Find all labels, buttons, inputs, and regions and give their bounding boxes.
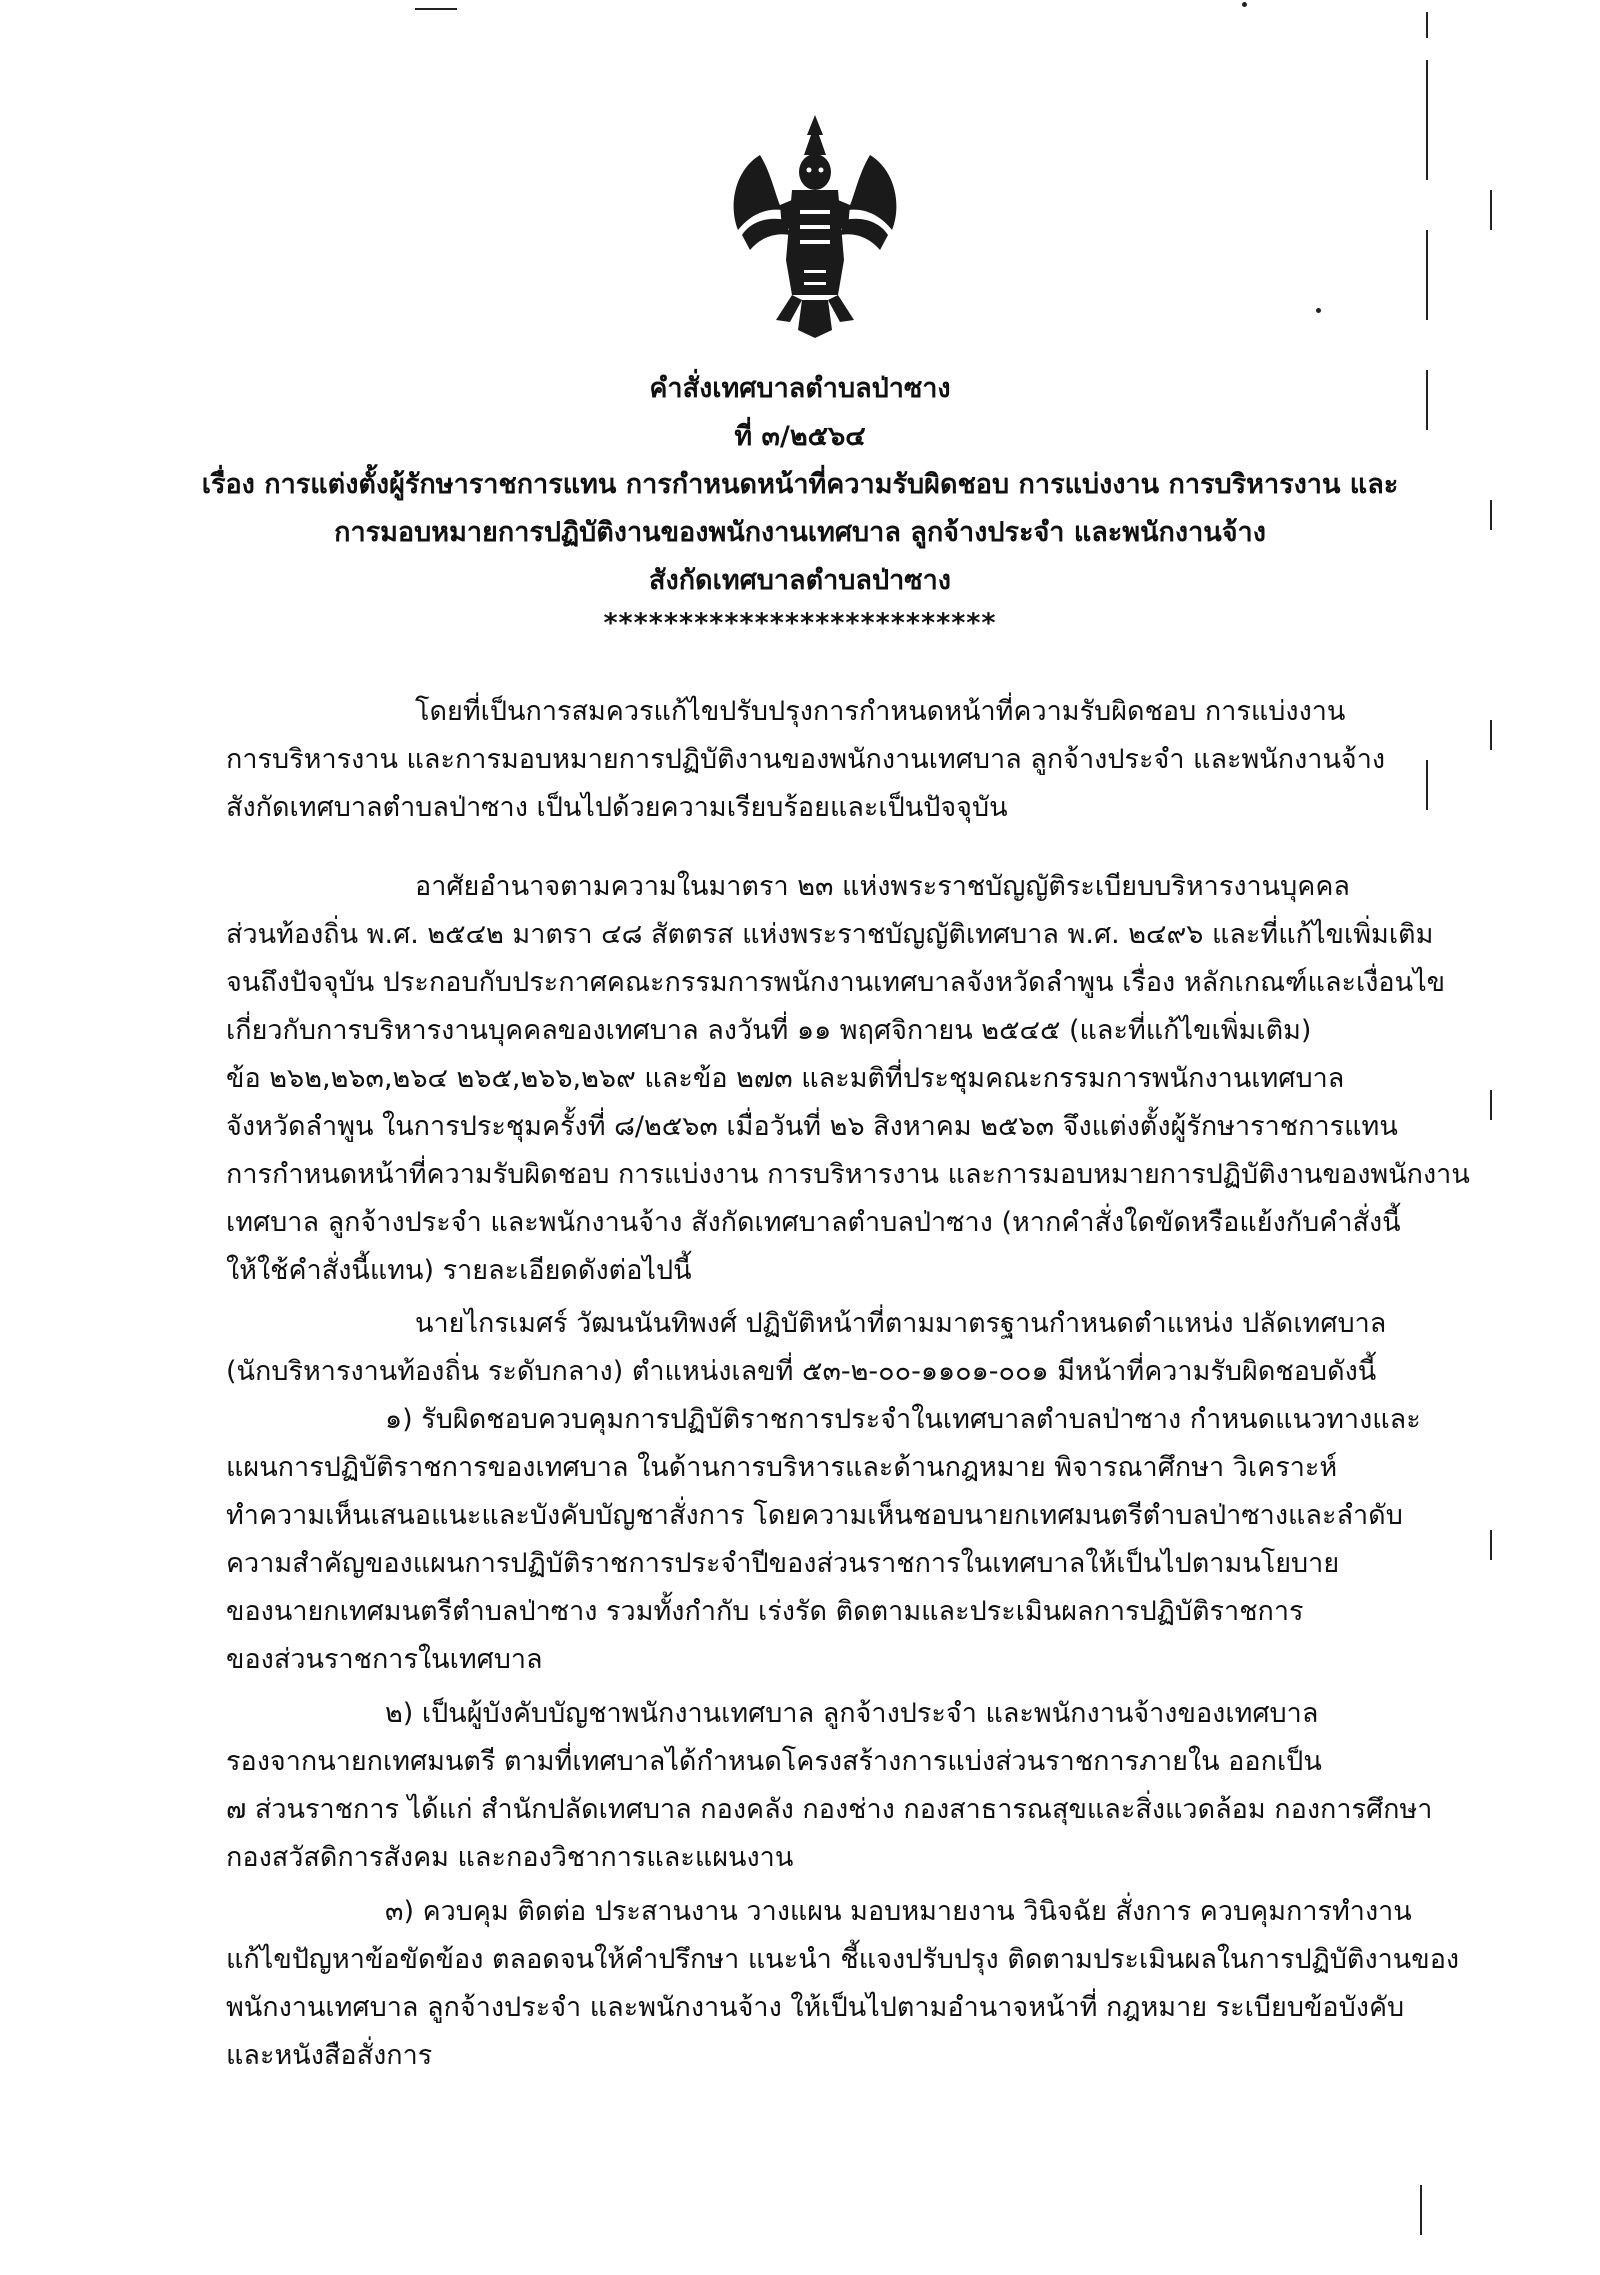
body-line: ๒) เป็นผู้บังคับบัญชาพนักงานเทศบาล ลูกจ้างประจำ และพนักงานจ้างของเทศบาล <box>385 1698 1319 1729</box>
scan-mark <box>1490 190 1492 230</box>
scan-mark <box>1426 60 1428 180</box>
order-number: ที่ ๓/๒๕๖๔ <box>734 421 866 452</box>
body-line: เทศบาล ลูกจ้างประจำ และพนักงานจ้าง สังกัดเทศบาลตำบลป่าซาง (หากคำสั่งใดขัดหรือแย้งกับคำสั่งนี้ <box>226 1207 1401 1238</box>
body-line: ของนายกเทศมนตรีตำบลป่าซาง รวมทั้งกำกับ เร่งรัด ติดตามและประเมินผลการปฏิบัติราชการ <box>226 1596 1304 1627</box>
body-line: อาศัยอำนาจตามความในมาตรา ๒๓ แห่งพระราชบัญญัติระเบียบบริหารงานบุคคล <box>415 871 1350 902</box>
body-line: ให้ใช้คำสั่งนี้แทน) รายละเอียดดังต่อไปนี้ <box>226 1255 692 1286</box>
subject-line-3: สังกัดเทศบาลตำบลป่าซาง <box>649 565 951 596</box>
body-line: แผนการปฏิบัติราชการของเทศบาล ในด้านการบริหารและด้านกฎหมาย พิจารณาศึกษา วิเคราะห์ <box>226 1452 1338 1483</box>
scan-mark <box>1426 370 1428 430</box>
separator-line: ************************** <box>603 608 997 639</box>
body-line: ข้อ ๒๖๒,๒๖๓,๒๖๔ ๒๖๕,๒๖๖,๒๖๙ และข้อ ๒๗๓ และมติที่ประชุมคณะกรรมการพนักงานเทศบาล <box>226 1063 1345 1094</box>
subject-line-2: การมอบหมายการปฏิบัติงานของพนักงานเทศบาล ลูกจ้างประจำ และพนักงานจ้าง <box>334 517 1266 548</box>
scan-mark <box>1426 760 1428 810</box>
body-line: ๗ ส่วนราชการ ได้แก่ สำนักปลัดเทศบาล กองคลัง กองช่าง กองสาธารณสุขและสิ่งแวดล้อม กองการศึกษา <box>226 1794 1433 1825</box>
body-line: (นักบริหารงานท้องถิ่น ระดับกลาง) ตำแหน่งเลขที่ ๕๓-๒-๐๐-๑๑๐๑-๐๐๑ มีหน้าที่ความรับผิดชอบดังนี้ <box>226 1356 1377 1387</box>
body-line: พนักงานเทศบาล ลูกจ้างประจำ และพนักงานจ้าง ให้เป็นไปตามอำนาจหน้าที่ กฎหมาย ระเบียบข้อบังคับ <box>226 1992 1405 2023</box>
garuda-emblem-icon <box>720 110 910 340</box>
body-line: ๑) รับผิดชอบควบคุมการปฏิบัติราชการประจำในเทศบาลตำบลป่าซาง กำหนดแนวทางและ <box>385 1404 1421 1435</box>
body-line: และหนังสือสั่งการ <box>226 2040 433 2071</box>
body-line: ของส่วนราชการในเทศบาล <box>226 1644 543 1675</box>
body-line: รองจากนายกเทศมนตรี ตามที่เทศบาลได้กำหนดโครงสร้างการแบ่งส่วนราชการภายใน ออกเป็น <box>226 1746 1322 1777</box>
subject-line-1: เรื่อง การแต่งตั้งผู้รักษาราชการแทน การกำหนดหน้าที่ความรับผิดชอบ การแบ่งงาน การบริหารงาน และ <box>201 469 1399 500</box>
scan-mark <box>1420 2185 1422 2235</box>
scan-mark <box>1490 1090 1492 1120</box>
body-line: โดยที่เป็นการสมควรแก้ไขปรับปรุงการกำหนดหน้าที่ความรับผิดชอบ การแบ่งงาน <box>415 696 1346 727</box>
scan-dot <box>1316 308 1321 313</box>
body-line: จนถึงปัจจุบัน ประกอบกับประกาศคณะกรรมการพนักงานเทศบาลจังหวัดลำพูน เรื่อง หลักเกณฑ์และเงื่อนไข <box>226 967 1446 998</box>
body-line: ทำความเห็นเสนอแนะและบังคับบัญชาสั่งการ โดยความเห็นชอบนายกเทศมนตรีตำบลป่าซางและลำดับ <box>226 1500 1403 1531</box>
scan-dot <box>1242 2 1247 7</box>
body-line: ๓) ควบคุม ติดต่อ ประสานงาน วางแผน มอบหมายงาน วินิจฉัย สั่งการ ควบคุมการทำงาน <box>385 1896 1412 1927</box>
body-line: ความสำคัญของแผนการปฏิบัติราชการประจำปีของส่วนราชการในเทศบาลให้เป็นไปตามนโยบาย <box>226 1548 1340 1579</box>
body-line: ส่วนท้องถิ่น พ.ศ. ๒๕๔๒ มาตรา ๔๘ สัตตรส แห่งพระราชบัญญัติเทศบาล พ.ศ. ๒๔๙๖ และที่แก้ไขเพิ่มเติม <box>226 919 1434 950</box>
order-title: คำสั่งเทศบาลตำบลป่าซาง <box>649 373 951 404</box>
scan-mark <box>1490 500 1492 530</box>
body-line: การบริหารงาน และการมอบหมายการปฏิบัติงานของพนักงานเทศบาล ลูกจ้างประจำ และพนักงานจ้าง <box>226 744 1386 775</box>
scan-mark <box>1426 230 1428 320</box>
scan-mark <box>1426 12 1428 38</box>
scan-mark <box>415 8 457 10</box>
body-line: กองสวัสดิการสังคม และกองวิชาการและแผนงาน <box>226 1842 794 1873</box>
body-line: แก้ไขปัญหาข้อขัดข้อง ตลอดจนให้คำปรึกษา แนะนำ ชี้แจงปรับปรุง ติดตามประเมินผลในการปฏิบัติงานของ <box>226 1944 1460 1975</box>
body-line: สังกัดเทศบาลตำบลป่าซาง เป็นไปด้วยความเรียบร้อยและเป็นปัจจุบัน <box>226 792 1008 823</box>
body-line: นายไกรเมศร์ วัฒนนันทิพงศ์ ปฏิบัติหน้าที่ตามมาตรฐานกำหนดตำแหน่ง ปลัดเทศบาล <box>415 1308 1387 1339</box>
body-line: จังหวัดลำพูน ในการประชุมครั้งที่ ๘/๒๕๖๓ เมื่อวันที่ ๒๖ สิงหาคม ๒๕๖๓ จึงแต่งตั้งผู้รักษาราชการแทน <box>226 1111 1398 1142</box>
scan-mark <box>1490 1530 1492 1560</box>
body-line: เกี่ยวกับการบริหารงานบุคคลของเทศบาล ลงวันที่ ๑๑ พฤศจิกายน ๒๕๔๕ (และที่แก้ไขเพิ่มเติม) <box>226 1015 1312 1046</box>
scan-mark <box>1490 720 1492 750</box>
body-line: การกำหนดหน้าที่ความรับผิดชอบ การแบ่งงาน การบริหารงาน และการมอบหมายการปฏิบัติงานของพนักงาน <box>226 1159 1470 1190</box>
